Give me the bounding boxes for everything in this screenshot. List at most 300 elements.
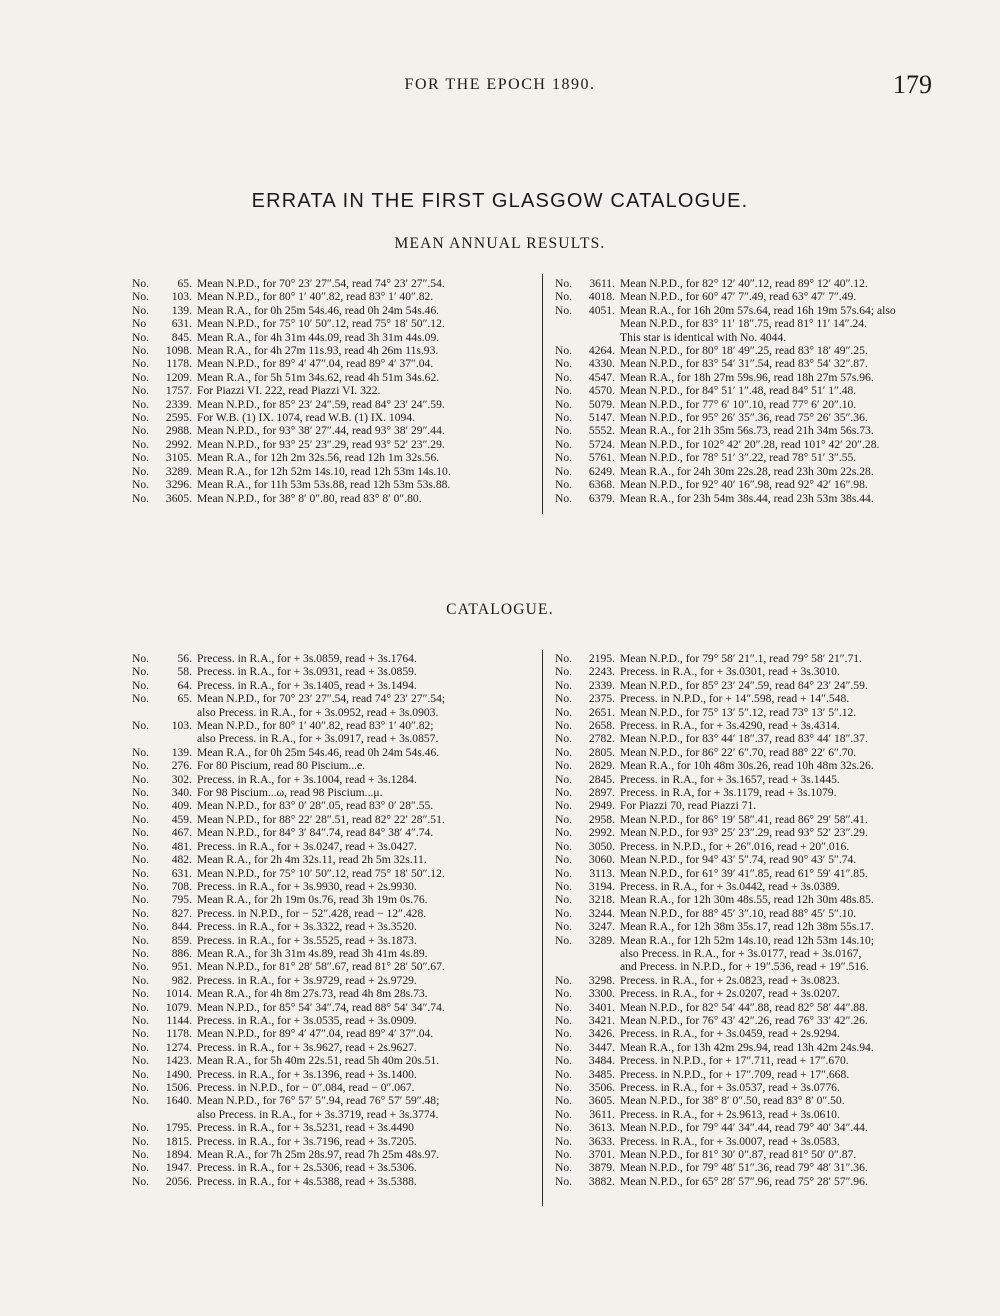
- errata-entry: [132, 384, 451, 397]
- entry-number: 1079.: [165, 1000, 192, 1014]
- entry-text: [197, 344, 438, 357]
- entry-line: Mean N.P.D., for 89° 4′ 47″.04, read 89° 4′ 37″.04.: [197, 1027, 434, 1041]
- entry-line: Mean R.A., for 0h 25m 54s.46, read 0h 24m 54s.46.: [197, 745, 440, 759]
- entry-number: 951.: [171, 960, 192, 974]
- entry-line: Precess. in R.A., for + 3s.9930, read + 2s.9930.: [197, 879, 417, 893]
- errata-entry: [555, 665, 874, 678]
- entry-prefix: No.: [132, 853, 150, 867]
- entry-line: Mean N.P.D., for 85° 23′ 24″.59, read 84° 23′ 24″.59.: [197, 397, 445, 411]
- entry-prefix: No.: [555, 665, 573, 679]
- errata-entry: [132, 1014, 445, 1027]
- errata-entry: [555, 813, 874, 826]
- entry-number: 3611.: [589, 277, 615, 290]
- errata-entry: [132, 438, 451, 451]
- errata-entry: [132, 826, 445, 839]
- entry-line: Mean R.A., for 21h 35m 56s.73, read 21h 34m 56s.73.: [620, 424, 874, 438]
- entry-line: For Piazzi 70, read Piazzi 71.: [620, 799, 757, 813]
- errata-entry: [555, 304, 896, 344]
- entry-text: [197, 384, 380, 397]
- entry-text: [620, 451, 856, 464]
- entry-line: Precess. in R.A., for + 2s.0207, read + 3s.0207.: [620, 987, 840, 1001]
- errata-entry: [555, 692, 874, 705]
- entry-line: Precess. in R.A., for + 2s.9613, read + 3s.0610.: [620, 1107, 840, 1121]
- entry-line: Precess. in N.P.D., for + 14″.598, read + 14″.548.: [620, 692, 850, 706]
- entry-prefix: No.: [132, 330, 150, 344]
- entry-text: [620, 1161, 868, 1174]
- entry-prefix: No.: [132, 759, 150, 773]
- entry-text: [197, 1148, 439, 1161]
- entry-prefix: No.: [555, 1094, 573, 1108]
- entry-line: Precess. in R.A, for + 3s.1179, read + 3s.1079.: [620, 786, 837, 800]
- errata-entry: [132, 679, 445, 692]
- errata-entry: [132, 652, 445, 665]
- entry-number: 6368.: [588, 478, 615, 492]
- entry-number: 2992.: [165, 437, 192, 451]
- entry-text: [620, 706, 856, 719]
- entry-prefix: No.: [555, 920, 573, 934]
- errata-entry: [132, 867, 445, 880]
- entry-line: Mean N.P.D., for 84° 3′ 84″.74, read 84° 38′ 4″.74.: [197, 826, 434, 840]
- errata-entry: [555, 907, 874, 920]
- entry-line: Precess. in N.P.D., for + 26″.016, read + 20″.016.: [620, 839, 850, 853]
- entry-text: [197, 867, 445, 880]
- running-head: [0, 70, 1000, 100]
- entry-text: [620, 371, 874, 384]
- entry-number: 6379.: [588, 491, 615, 505]
- entry-line: Mean R.A., for 5h 40m 22s.51, read 5h 40m 20s.51.: [197, 1054, 440, 1068]
- entry-prefix: No.: [555, 277, 573, 290]
- entry-line: Mean R.A., for 12h 2m 32s.56, read 12h 1m 32s.56.: [197, 451, 440, 465]
- entry-text: [620, 840, 849, 853]
- entry-number: 340.: [171, 786, 192, 800]
- entry-line: Precess. in R.A., for + 3s.3322, read + 3s.3520.: [197, 920, 417, 934]
- entry-number: 1098.: [165, 344, 192, 358]
- entry-line: Mean N.P.D., for 88° 22′ 28″.51, read 82° 22′ 28″.51.: [197, 812, 445, 826]
- entry-text: [197, 679, 417, 692]
- entry-line: Mean N.P.D., for 60° 47′ 7″.49, read 63° 47′ 7″.49.: [620, 290, 857, 304]
- entry-text: [620, 1068, 849, 1081]
- entry-prefix: No.: [555, 437, 573, 451]
- entry-line: Mean N.P.D., for 70° 23′ 27″.54, read 74° 23′ 27″.54.: [197, 277, 445, 290]
- entry-number: 1209.: [165, 370, 192, 384]
- entry-prefix: No.: [555, 1013, 573, 1027]
- entry-line: Precess. in R.A., for + 3s.9729, read + 2s.9729.: [197, 973, 417, 987]
- errata-entry: [555, 974, 874, 987]
- catalogue-left-column: [132, 652, 445, 1188]
- entry-text: [620, 277, 868, 290]
- errata-entry: [132, 1148, 445, 1161]
- entry-text: [620, 920, 874, 933]
- entry-line: Mean N.P.D., for 94° 43′ 5″.74, read 90° 43′ 5″.74.: [620, 853, 857, 867]
- entry-text: [620, 867, 868, 880]
- errata-entry: [555, 652, 874, 665]
- entry-line: Precess. in R.A., for + 3s.1657, read + 3s.1445.: [620, 772, 840, 786]
- errata-entry: [132, 853, 445, 866]
- entry-line: For 80 Piscium, read 80 Piscium...e.: [197, 759, 366, 773]
- entry-prefix: No.: [132, 357, 150, 371]
- errata-entry: [132, 746, 445, 759]
- entry-number: 139.: [171, 745, 192, 759]
- page-number: 179: [893, 70, 932, 99]
- entry-prefix: No.: [555, 1081, 573, 1094]
- entry-line: Mean R.A., for 24h 30m 22s.28, read 23h 30m 22s.28.: [620, 464, 874, 478]
- entry-text: [197, 920, 417, 933]
- entry-line: Mean N.P.D., for 79° 44′ 34″.44, read 79° 40′ 34″.44.: [620, 1121, 868, 1135]
- errata-entry: [555, 1068, 874, 1081]
- entry-line: Mean R.A., for 11h 53m 53s.88, read 12h 53m 53s.88.: [197, 478, 451, 492]
- entry-number: 3105.: [165, 451, 192, 465]
- entry-text: [197, 411, 415, 424]
- entry-text: [620, 1121, 868, 1134]
- entry-number: 4051.: [588, 303, 615, 317]
- entry-line: Precess. in R.A., for + 4s.5388, read + 3s.5388.: [197, 1174, 417, 1188]
- entry-text: [197, 853, 427, 866]
- entry-text: [620, 826, 868, 839]
- errata-entry: [555, 786, 874, 799]
- entry-number: 3605.: [165, 491, 192, 505]
- entry-prefix: No.: [555, 799, 573, 813]
- entry-prefix: No.: [555, 893, 573, 907]
- entry-number: 139.: [171, 303, 192, 317]
- mean-annual-results-left-column: [132, 277, 451, 505]
- entry-text: [197, 1054, 439, 1067]
- entry-prefix: No.: [132, 1148, 150, 1162]
- entry-number: 886.: [171, 946, 192, 960]
- entry-text: [620, 1135, 840, 1148]
- entry-number: 982.: [171, 973, 192, 987]
- entry-prefix: No.: [132, 491, 150, 505]
- entry-prefix: No.: [132, 411, 150, 425]
- entry-line: Precess. in R.A., for + 3s.1004, read + 3s.1284.: [197, 772, 417, 786]
- entry-number: 631.: [171, 317, 192, 331]
- entry-text: [620, 987, 840, 1000]
- entry-number: 5761.: [588, 451, 615, 465]
- entry-line: Mean N.P.D., for 82° 54′ 44″.88, read 82° 58′ 44″.88.: [620, 1000, 868, 1014]
- errata-entry: [132, 719, 445, 746]
- entry-text: [197, 974, 417, 987]
- entry-line: Mean R.A., for 10h 48m 30s.26, read 10h 48m 32s.26.: [620, 759, 874, 773]
- entry-prefix: No.: [555, 370, 573, 384]
- entry-text: [197, 1121, 414, 1134]
- entry-text: [197, 492, 422, 505]
- entry-line: Mean N.P.D., for 38° 8′ 0″.50, read 83° 8′ 0″.50.: [620, 1094, 845, 1108]
- errata-entry: [132, 398, 451, 411]
- entry-number: 3296.: [165, 478, 192, 492]
- entry-text: [197, 398, 445, 411]
- entry-text: [197, 880, 417, 893]
- entry-text: [620, 1094, 845, 1107]
- errata-entry: [555, 799, 874, 812]
- entry-line: Precess. in N.P.D., for + 17″.711, read + 17″.670.: [620, 1054, 849, 1068]
- entry-number: 3289.: [588, 933, 615, 947]
- entry-prefix: No.: [555, 906, 573, 920]
- errata-entry: [132, 290, 451, 303]
- entry-prefix: No.: [555, 478, 573, 492]
- entry-prefix: No.: [555, 1161, 573, 1175]
- entry-line: Mean R.A., for 12h 38m 35s.17, read 12h 38m 55s.17.: [620, 920, 874, 934]
- errata-entry: [555, 344, 896, 357]
- entry-number: 65.: [177, 692, 192, 706]
- entry-text: [620, 290, 856, 303]
- entry-text: [197, 1135, 417, 1148]
- entry-prefix: No.: [132, 451, 150, 465]
- entry-text: [197, 357, 433, 370]
- entry-number: 3426.: [588, 1027, 615, 1041]
- errata-entry: [555, 398, 896, 411]
- entry-line: Mean R.A., for 16h 20m 57s.64, read 16h 19m 57s.64; also: [620, 303, 896, 317]
- entry-text: [197, 1014, 417, 1027]
- errata-entry: [132, 1135, 445, 1148]
- entry-line: Mean N.P.D., for 84° 51′ 1″.48, read 84° 51′ 1″.48.: [620, 384, 857, 398]
- entry-prefix: No.: [132, 1121, 150, 1135]
- entry-number: 2195.: [588, 652, 615, 665]
- entry-text: [620, 746, 856, 759]
- entry-line: Precess. in R.A., for + 3s.5525, read + 3s.1873.: [197, 933, 417, 947]
- entry-number: 859.: [171, 933, 192, 947]
- errata-entry: [555, 1081, 874, 1094]
- entry-text: [620, 1148, 856, 1161]
- entry-line: For 98 Piscium...ω, read 98 Piscium...μ.: [197, 786, 383, 800]
- errata-entry: [555, 357, 896, 370]
- errata-entry: [132, 920, 445, 933]
- running-title: FOR THE EPOCH 1890.: [404, 76, 596, 93]
- entry-number: 3882.: [588, 1174, 615, 1188]
- entry-prefix: No.: [132, 1040, 150, 1054]
- entry-number: 459.: [171, 812, 192, 826]
- entry-prefix: No.: [555, 879, 573, 893]
- entry-prefix: No.: [132, 1000, 150, 1014]
- errata-entry: [555, 826, 874, 839]
- errata-entry: [555, 277, 896, 290]
- entry-number: 56.: [177, 652, 192, 665]
- entry-text: [620, 438, 879, 451]
- entry-number: 3218.: [588, 893, 615, 907]
- entry-number: 5079.: [588, 397, 615, 411]
- entry-prefix: No.: [555, 491, 573, 505]
- entry-prefix: No.: [555, 933, 573, 947]
- entry-line: Mean R.A., for 2h 4m 32s.11, read 2h 5m 32s.11.: [197, 853, 427, 867]
- entry-line: Precess. in R.A., for + 3s.1405, read + 3s.1494.: [197, 678, 417, 692]
- entry-line: Mean R.A., for 3h 31m 4s.89, read 3h 41m 4s.89.: [197, 946, 428, 960]
- entry-line: Mean N.P.D., for 70° 23′ 27″.54, read 74° 23′ 27″.54;: [197, 692, 446, 706]
- entry-line: Mean R.A., for 5h 51m 34s.62, read 4h 51m 34s.62.: [197, 370, 440, 384]
- entry-line: Mean N.P.D., for 86° 22′ 6″.70, read 88° 22′ 6″.70.: [620, 745, 857, 759]
- entry-number: 1815.: [165, 1134, 192, 1148]
- entry-text: [620, 304, 896, 344]
- entry-number: 1144.: [166, 1013, 192, 1027]
- entry-text: [197, 893, 428, 906]
- entry-text: [197, 1081, 415, 1094]
- errata-entry: [555, 451, 896, 464]
- entry-prefix: No.: [555, 973, 573, 987]
- entry-prefix: No.: [132, 866, 150, 880]
- entry-prefix: No.: [132, 464, 150, 478]
- entry-line: Mean R.A., for 0h 25m 54s.46, read 0h 24m 54s.46.: [197, 303, 440, 317]
- entry-number: 2988.: [165, 424, 192, 438]
- entry-text: [197, 465, 451, 478]
- entry-number: 1274.: [165, 1040, 192, 1054]
- entry-prefix: No.: [132, 906, 150, 920]
- errata-entry: [132, 960, 445, 973]
- entry-line: Mean N.P.D., for 85° 23′ 24″.59, read 84° 23′ 24″.59.: [620, 678, 868, 692]
- errata-entry: [555, 1148, 874, 1161]
- entry-text: [197, 692, 445, 719]
- entry-number: 1506.: [165, 1081, 192, 1094]
- entry-prefix: No.: [132, 839, 150, 853]
- entry-text: [197, 277, 445, 290]
- errata-entry: [555, 290, 896, 303]
- entry-text: [620, 492, 874, 505]
- entry-prefix: No.: [132, 424, 150, 438]
- entry-text: [620, 679, 868, 692]
- entry-line: Precess. in R.A., for + 3s.0442, read + 3s.0389.: [620, 879, 840, 893]
- entry-line: Mean N.P.D., for 80° 1′ 40″.82, read 83° 1′ 40″.82;: [197, 719, 434, 733]
- entry-text: [197, 317, 445, 330]
- errata-entry: [555, 1041, 874, 1054]
- entry-line: Mean R.A., for 23h 54m 38s.44, read 23h 53m 38s.44.: [620, 491, 874, 505]
- entry-text: [197, 304, 439, 317]
- errata-entry: [132, 478, 451, 491]
- entry-number: 3421.: [588, 1013, 615, 1027]
- mean-annual-results-column-rule: [542, 274, 543, 514]
- entry-line: For Piazzi VI. 222, read Piazzi VI. 322.: [197, 384, 381, 398]
- errata-entry: [555, 773, 874, 786]
- entry-text: [197, 1175, 417, 1188]
- entry-text: [620, 1175, 868, 1188]
- entry-prefix: No.: [132, 1013, 150, 1027]
- errata-entry: [132, 1027, 445, 1040]
- entry-text: [620, 813, 868, 826]
- errata-entry: [555, 840, 874, 853]
- errata-entry: [132, 1054, 445, 1067]
- entry-line: Mean N.P.D., for 93° 25′ 23″.29, read 93° 52′ 23″.29.: [197, 437, 445, 451]
- entry-text: [620, 465, 874, 478]
- entry-number: 3484.: [588, 1054, 615, 1068]
- entry-prefix: No.: [132, 1161, 150, 1175]
- entry-prefix: No.: [132, 799, 150, 813]
- entry-number: 481.: [171, 839, 192, 853]
- entry-prefix: No.: [132, 987, 150, 1001]
- entry-line: Precess. in R.A., for + 3s.0535, read + 3s.0909.: [197, 1013, 417, 1027]
- entry-prefix: No.: [555, 1027, 573, 1041]
- entry-number: 6249.: [588, 464, 615, 478]
- entry-line: Mean N.P.D., for 38° 8′ 0″.80, read 83° 8′ 0″.80.: [197, 491, 422, 505]
- entry-number: 845.: [171, 330, 192, 344]
- entry-text: [197, 1161, 417, 1174]
- entry-number: 3701.: [588, 1148, 615, 1162]
- catalogue-heading: CATALOGUE.: [446, 601, 554, 618]
- entry-number: 1894.: [165, 1148, 192, 1162]
- entry-text: [197, 799, 433, 812]
- entry-number: 58.: [177, 665, 192, 679]
- entry-line: Mean N.P.D., for 81° 28′ 58″.67, read 81° 28′ 50″.67.: [197, 960, 445, 974]
- errata-entry: [132, 411, 451, 424]
- entry-line: Mean N.P.D., for 92° 40′ 16″.98, read 92° 42′ 16″.98.: [620, 478, 868, 492]
- entry-prefix: No.: [555, 786, 573, 800]
- entry-prefix: No.: [555, 1000, 573, 1014]
- entry-prefix: No.: [555, 451, 573, 465]
- entry-text: [620, 799, 756, 812]
- entry-line: Mean N.P.D., for 102° 42′ 20″.28, read 101° 42′ 20″.28.: [620, 437, 880, 451]
- mean-annual-results-right-column: [555, 277, 896, 505]
- entry-number: 2375.: [588, 692, 615, 706]
- entry-prefix: No.: [555, 1174, 573, 1188]
- entry-number: 2056.: [165, 1174, 192, 1188]
- entry-number: 2829.: [588, 759, 615, 773]
- entry-continuation-line: also Precess. in R.A., for + 3s.0917, read + 3s.0857.: [197, 732, 439, 746]
- entry-prefix: No: [132, 317, 147, 331]
- entry-number: 2339.: [165, 397, 192, 411]
- entry-number: 482.: [171, 853, 192, 867]
- entry-line: Precess. in R.A., for + 2s.0823, read + 3s.0823.: [620, 973, 840, 987]
- entry-prefix: No.: [555, 1107, 573, 1121]
- entry-line: Precess. in R.A., for + 3s.9627, read + 2s.9627.: [197, 1040, 417, 1054]
- entry-number: 708.: [171, 879, 192, 893]
- errata-entry: [132, 424, 451, 437]
- entry-prefix: No.: [555, 987, 573, 1001]
- entry-prefix: No.: [555, 411, 573, 425]
- entry-prefix: No.: [555, 397, 573, 411]
- entry-prefix: No.: [555, 1121, 573, 1135]
- errata-entry: [555, 478, 896, 491]
- entry-line: Precess. in R.A., for + 3s.4290, read + 3s.4314.: [620, 719, 840, 733]
- entry-line: Mean N.P.D., for 93° 25′ 23″.29, read 93° 52′ 23″.29.: [620, 826, 868, 840]
- entry-number: 2992.: [588, 826, 615, 840]
- entry-prefix: No.: [555, 705, 573, 719]
- catalogue-column-rule: [542, 650, 543, 1206]
- errata-entry: [555, 719, 874, 732]
- entry-number: 65.: [177, 277, 192, 290]
- errata-entry: [555, 438, 896, 451]
- entry-continuation-line: Mean N.P.D., for 83° 11′ 18″.75, read 81° 11′ 14″.24.: [620, 317, 867, 331]
- entry-prefix: No.: [555, 303, 573, 317]
- errata-entry: [555, 1135, 874, 1148]
- entry-prefix: No.: [132, 478, 150, 492]
- entry-text: [620, 786, 836, 799]
- entry-text: [197, 438, 445, 451]
- errata-entry: [132, 974, 445, 987]
- entry-prefix: No.: [555, 464, 573, 478]
- entry-text: [197, 746, 439, 759]
- errata-entry: [132, 1081, 445, 1094]
- errata-entry: [555, 706, 874, 719]
- entry-number: 3605.: [588, 1094, 615, 1108]
- entry-number: 1795.: [165, 1121, 192, 1135]
- entry-continuation-line: also Precess. in R.A., for + 3s.0177, read + 3s.0167,: [620, 946, 862, 960]
- errata-entry: [555, 679, 874, 692]
- errata-entry: [555, 492, 896, 505]
- errata-entry: [132, 907, 445, 920]
- entry-number: 276.: [171, 759, 192, 773]
- errata-entry: [132, 813, 445, 826]
- entry-number: 3613.: [588, 1121, 615, 1135]
- entry-text: [197, 934, 417, 947]
- entry-text: [620, 384, 856, 397]
- entry-prefix: No.: [132, 786, 150, 800]
- entry-number: 3289.: [165, 464, 192, 478]
- entry-number: 4264.: [588, 344, 615, 358]
- entry-text: [620, 424, 874, 437]
- entry-line: Mean N.P.D., for 85° 54′ 34″.74, read 88° 54′ 34″.74.: [197, 1000, 445, 1014]
- entry-prefix: No.: [555, 290, 573, 304]
- entry-prefix: No.: [555, 759, 573, 773]
- entry-prefix: No.: [132, 437, 150, 451]
- entry-number: 2243.: [588, 665, 615, 679]
- entry-text: [197, 1001, 445, 1014]
- errata-entry: [555, 853, 874, 866]
- entry-prefix: No.: [555, 853, 573, 867]
- entry-prefix: No.: [132, 973, 150, 987]
